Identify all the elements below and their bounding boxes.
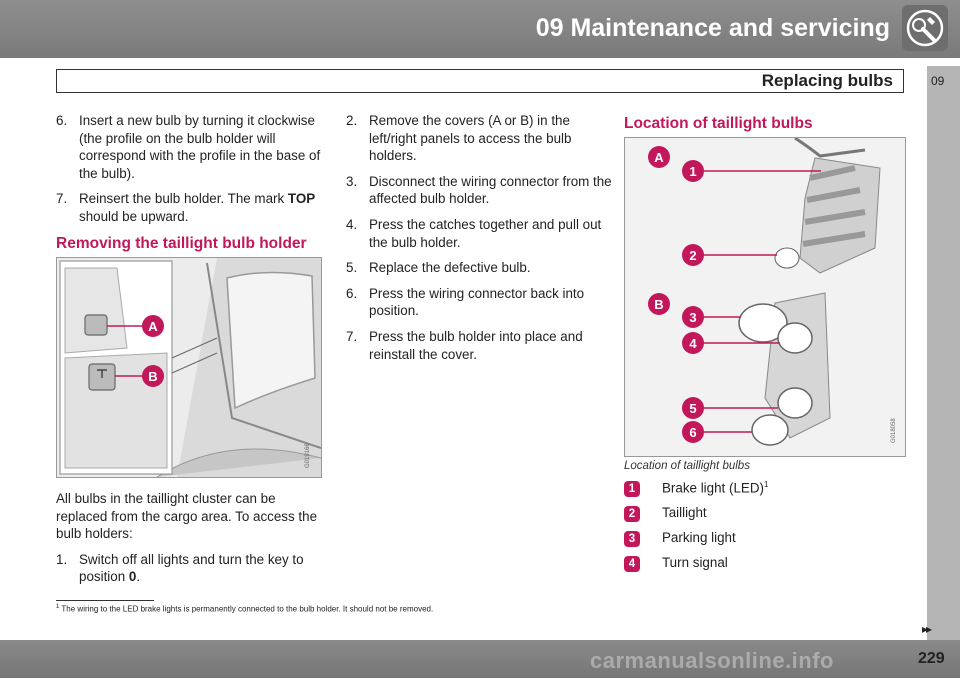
svg-text:1: 1 bbox=[689, 164, 697, 179]
svg-text:4: 4 bbox=[689, 336, 697, 351]
figure-code: G019166 bbox=[305, 443, 311, 468]
page-number: 229 bbox=[918, 650, 945, 667]
section-heading-removing: Removing the taillight bulb holder bbox=[56, 235, 307, 252]
step-text: Press the catches together and pull out the bulb holder. bbox=[369, 216, 602, 250]
step-item bbox=[56, 551, 324, 586]
figure-number-3 bbox=[682, 306, 704, 328]
step-item bbox=[346, 328, 616, 363]
figure-caption: Location of taillight bulbs bbox=[624, 460, 750, 472]
chapter-title: 09 Maintenance and servicing bbox=[535, 14, 890, 42]
footnote-text: The wiring to the LED brake lights is permanently connected to the bulb holder. It should not be removed. bbox=[61, 604, 434, 614]
figure-number-1 bbox=[682, 160, 704, 182]
cargo-area-illustration bbox=[57, 258, 321, 477]
footnote-divider bbox=[56, 600, 154, 601]
watermark: carmanualsonline.info bbox=[590, 648, 834, 673]
legend-number: 3 bbox=[624, 531, 640, 547]
svg-text:3: 3 bbox=[689, 310, 697, 325]
legend-text: Turn signal bbox=[662, 555, 728, 570]
step-text-post: . bbox=[136, 569, 141, 585]
step-item bbox=[346, 173, 616, 208]
column-2 bbox=[346, 112, 616, 371]
column-1-lower bbox=[56, 490, 324, 594]
step-text-post: should be upward. bbox=[79, 208, 189, 224]
legend-number: 2 bbox=[624, 506, 640, 522]
step-text: Disconnect the wiring connector from the affected bulb holder. bbox=[369, 173, 612, 207]
svg-text:B: B bbox=[148, 369, 158, 384]
figure-number-5 bbox=[682, 397, 704, 419]
step-item bbox=[346, 285, 616, 320]
section-title: Replacing bulbs bbox=[761, 71, 893, 90]
step-text: Remove the covers (A or B) in the left/right panels to access the bulb holders. bbox=[369, 113, 572, 164]
step-text-pre: Switch off all lights and turn the key to position bbox=[79, 551, 304, 585]
step-text: Replace the defective bulb. bbox=[369, 260, 531, 276]
legend-text: Taillight bbox=[662, 505, 707, 520]
step-item bbox=[56, 190, 324, 225]
page-header bbox=[0, 0, 960, 58]
figure-code: G018058 bbox=[891, 418, 897, 443]
figure-number-4 bbox=[682, 332, 704, 354]
step-number: 7. bbox=[56, 191, 68, 207]
section-bar bbox=[56, 69, 904, 93]
column-1 bbox=[56, 112, 324, 234]
step-number: 6. bbox=[56, 113, 68, 128]
step-text-pre: Reinsert the bulb holder. The mark bbox=[79, 191, 288, 207]
step-item bbox=[346, 112, 616, 165]
section-heading-location: Location of taillight bulbs bbox=[624, 115, 813, 132]
figure-letter-b bbox=[648, 293, 670, 315]
svg-text:B: B bbox=[654, 297, 664, 312]
legend-text: Brake light (LED)$^1$ bbox=[662, 480, 769, 496]
figure-label-a bbox=[142, 315, 164, 337]
figure-cargo-area bbox=[56, 257, 322, 478]
step-item bbox=[346, 216, 616, 251]
figure-number-2 bbox=[682, 244, 704, 266]
taillight-illustration bbox=[625, 138, 905, 456]
footnote bbox=[56, 604, 433, 614]
figure-letter-a bbox=[648, 146, 670, 168]
step-number: 7. bbox=[346, 328, 358, 344]
footnote-ref[interactable]: 1 bbox=[763, 480, 769, 489]
step-number: 5. bbox=[346, 260, 358, 276]
step-number: 6. bbox=[346, 285, 358, 301]
step-item bbox=[56, 112, 324, 182]
step-text: Press the wiring connector back into position. bbox=[369, 285, 585, 319]
step-text-bold: TOP bbox=[287, 191, 316, 207]
legend-number: 4 bbox=[624, 556, 640, 572]
legend-number: 1 bbox=[624, 481, 640, 497]
step-number: 1. bbox=[56, 551, 68, 567]
step-number: 2. bbox=[346, 113, 358, 128]
step-number: 3. bbox=[346, 173, 358, 189]
figure-number-6 bbox=[682, 421, 704, 443]
footnote-number: 1 bbox=[56, 604, 60, 610]
next-page-arrow-icon[interactable]: ▸▸ bbox=[922, 622, 931, 636]
svg-text:A: A bbox=[654, 150, 664, 165]
svg-text:5: 5 bbox=[689, 401, 697, 416]
step-item bbox=[346, 259, 616, 277]
step-text: Press the bulb holder into place and reinstall the cover. bbox=[369, 328, 583, 362]
svg-text:2: 2 bbox=[689, 248, 697, 263]
chapter-side-tab[interactable] bbox=[927, 66, 960, 640]
legend-text: Parking light bbox=[662, 530, 736, 545]
figure-label-b bbox=[142, 365, 164, 387]
figure-taillight bbox=[624, 137, 906, 457]
chapter-tab-label: 09 bbox=[931, 74, 945, 88]
step-text-bold: 0 bbox=[128, 569, 137, 585]
body-paragraph: All bulbs in the taillight cluster can be replaced from the cargo area. To access the bulb holders: bbox=[56, 491, 318, 542]
svg-text:A: A bbox=[148, 319, 158, 334]
step-text: Insert a new bulb by turning it clockwise (the profile on the bulb holder will correspond with the profile in the base of the bulb). bbox=[79, 113, 321, 181]
step-number: 4. bbox=[346, 216, 358, 232]
wrench-gear-icon bbox=[902, 5, 948, 51]
svg-text:6: 6 bbox=[689, 425, 697, 440]
